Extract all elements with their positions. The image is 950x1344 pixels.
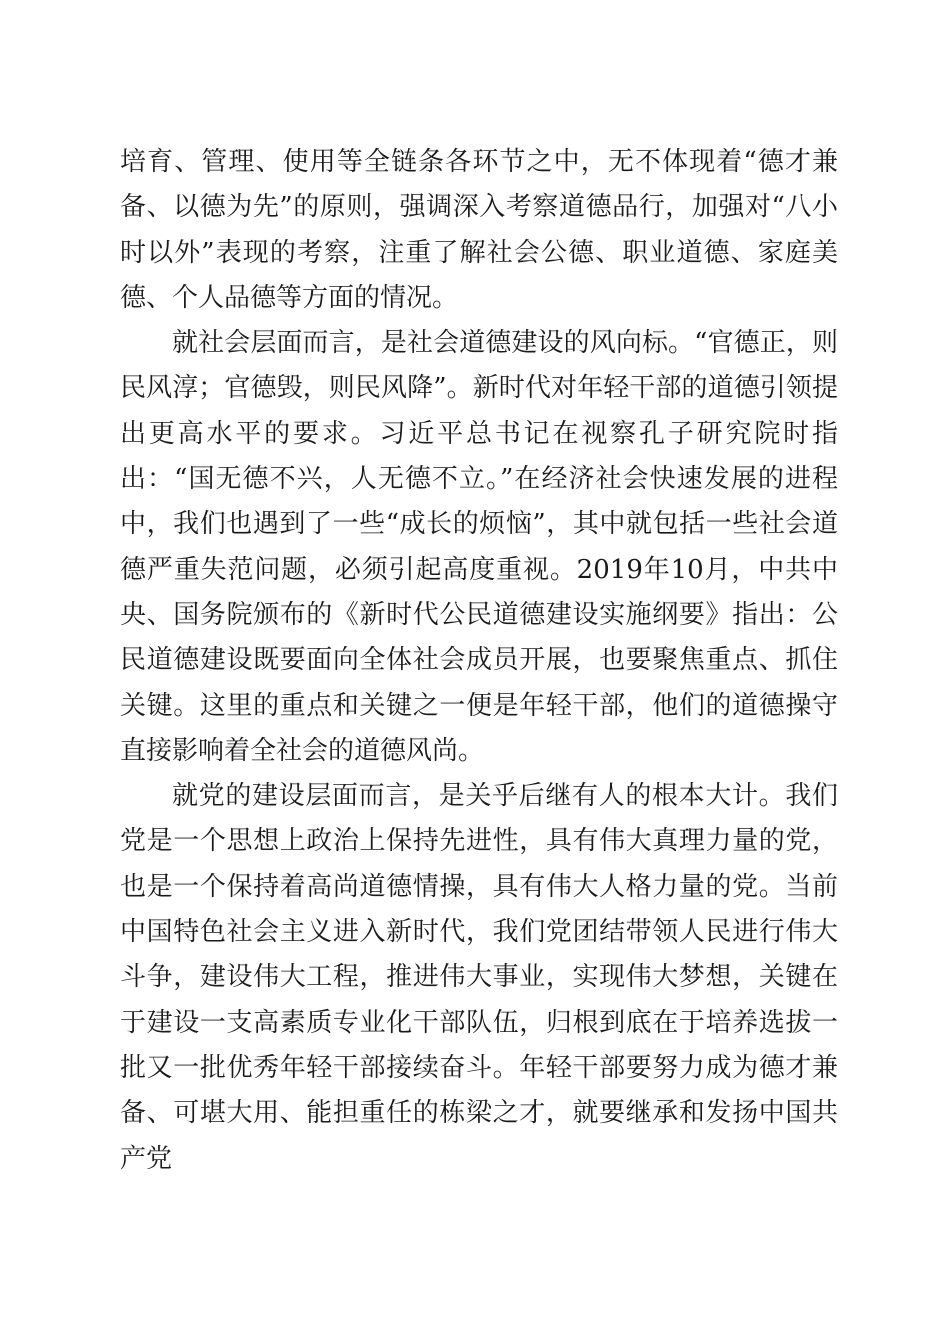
paragraph-party-building-level: 就党的建设层面而言，是关乎后继有人的根本大计。我们党是一个思想上政治上保持先进性，具有伟大真理力量的党，也是一个保持着高尚道德情操，具有伟大人格力量的党。当前中国特色社会主义进入新时代，我们党团结带领人民进行伟大斗争，建设伟大工程，推进伟大事业，实现伟大梦想，关键在于建设一支高素质专业化干部队伍，归根到底在于培养选拔一批又一批优秀年轻干部接续奋斗。年轻干部要努力成为德才兼备、可堪大用、能担重任的栋梁之才，就要继承和发扬中国共产党: [120, 781, 838, 1174]
paragraph-social-level: 就社会层面而言，是社会道德建设的风向标。“官德正，则民风淳；官德毁，则民风降”。新时代对年轻干部的道德引领提出更高水平的要求。习近平总书记在视察孔子研究院时指出：“国无德不兴，人无德不立。”在经济社会快速发展的进程中，我们也遇到了一些“成长的烦恼”，其中就包括一些社会道德严重失范问题，必须引起高度重视。2019年10月，中共中央、国务院颁布的《新时代公民道德建设实施纲要》指出：公民道德建设既要面向全体社会成员开展，也要聚焦重点、抓住关键。这里的重点和关键之一便是年轻干部，他们的道德操守直接影响着全社会的道德风尚。: [120, 328, 838, 766]
document-body: [120, 140, 838, 1182]
paragraph-continuation: 培育、管理、使用等全链条各环节之中，无不体现着“德才兼备、以德为先”的原则，强调深入考察道德品行，加强对“八小时以外”表现的考察，注重了解社会公德、职业道德、家庭美德、个人品德等方面的情况。: [120, 147, 838, 313]
